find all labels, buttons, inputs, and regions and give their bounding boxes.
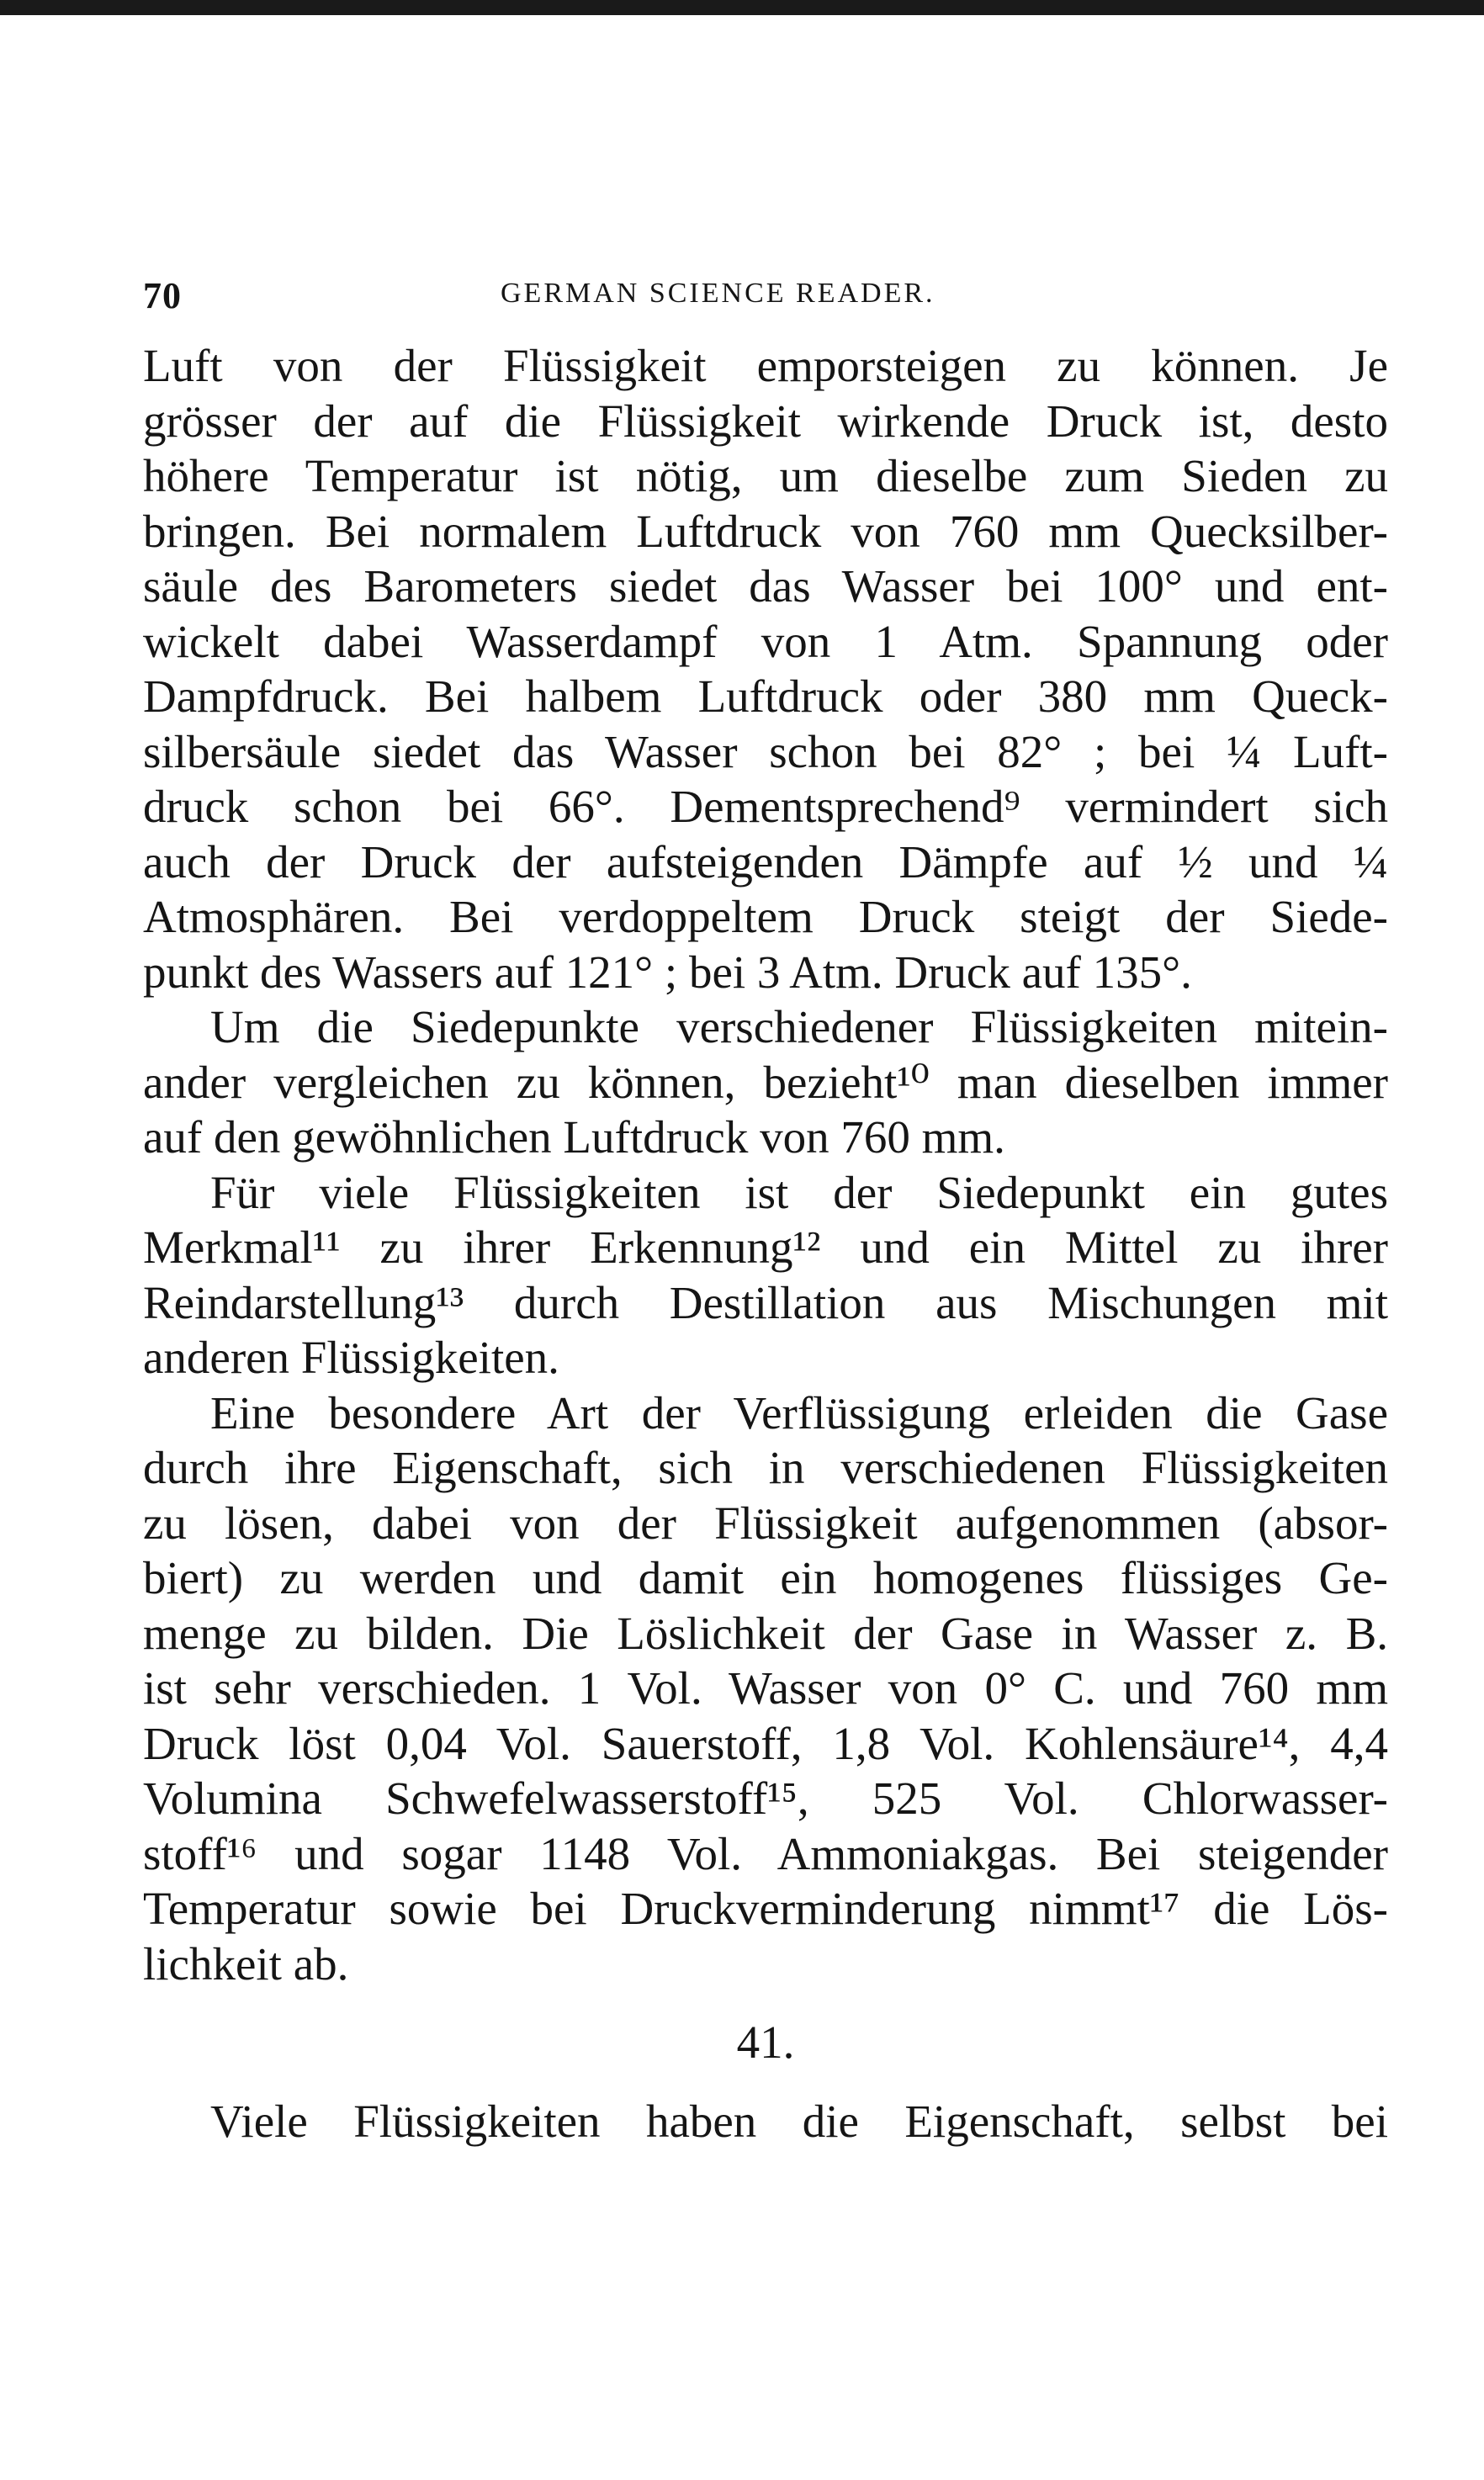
text-line: Dampfdruck. Bei halbem Luftdruck oder 380 mm Queck- [143, 670, 1388, 722]
section-number: 41. [736, 2016, 795, 2068]
text-line: Viele Flüssigkeiten haben die Eigenschaft, selbst bei [210, 2095, 1388, 2147]
text-line: silbersäule siedet das Wasser schon bei 82° ; bei ¼ Luft- [143, 725, 1388, 777]
text-line: höhere Temperatur ist nötig, um dieselbe zum Sieden zu [143, 450, 1388, 501]
section-paragraph [143, 2094, 1388, 2149]
text-line: Druck löst 0,04 Vol. Sauerstoff, 1,8 Vol. Kohlensäure¹⁴, 4,4 [143, 1717, 1388, 1769]
paragraph-1 [143, 338, 1388, 999]
text-line: Für viele Flüssigkeiten ist der Siedepunkt ein gutes [210, 1166, 1388, 1218]
text-line: Merkmal¹¹ zu ihrer Erkennung¹² und ein Mittel zu ihrer [143, 1221, 1388, 1273]
text-line: Temperatur sowie bei Druckverminderung nimmt¹⁷ die Lös- [143, 1883, 1388, 1934]
text-line: Eine besondere Art der Verflüssigung erleiden die Gase [210, 1386, 1388, 1439]
page-top-edge [0, 0, 1484, 15]
text-line: säule des Barometers siedet das Wasser bei 100° und ent- [143, 560, 1388, 612]
text-line: durch ihre Eigenschaft, sich in verschiedenen Flüssigkeiten [143, 1442, 1388, 1493]
text-line: anderen Flüssigkeiten. [143, 1332, 559, 1383]
text-line: Reindarstellung¹³ durch Destillation aus Mischungen mit [143, 1276, 1388, 1328]
text-line: ander vergleichen zu können, bezieht¹⁰ man dieselben immer [143, 1056, 1388, 1108]
text-line: lichkeit ab. [143, 1937, 349, 1990]
text-line: menge zu bilden. Die Löslichkeit der Gase in Wasser z. B. [143, 1607, 1388, 1659]
text-line: zu lösen, dabei von der Flüssigkeit aufgenommen (absor- [143, 1497, 1388, 1549]
text-line: ist sehr verschieden. 1 Vol. Wasser von 0° C. und 760 mm [143, 1662, 1388, 1714]
page-header [143, 252, 1388, 328]
text-line: Um die Siedepunkte verschiedener Flüssigkeiten mitein- [210, 1001, 1388, 1052]
text-line: auf den gewöhnlichen Luftdruck von 760 mm. [143, 1111, 1005, 1163]
text-line: biert) zu werden und damit ein homogenes flüssiges Ge- [143, 1552, 1388, 1603]
text-line: bringen. Bei normalem Luftdruck von 760 mm Quecksilber- [143, 505, 1388, 557]
paragraph-2 [143, 999, 1388, 1165]
text-line: auch der Druck der aufsteigenden Dämpfe auf ½ und ¼ [143, 835, 1388, 888]
text-line: Atmosphären. Bei verdoppeltem Druck steigt der Siede- [143, 891, 1388, 942]
body-text [143, 338, 1388, 2149]
text-line: wickelt dabei Wasserdampf von 1 Atm. Spannung oder [143, 615, 1388, 667]
text-line: grösser der auf die Flüssigkeit wirkende Druck ist, desto [143, 395, 1388, 447]
text-line: druck schon bei 66°. Dementsprechend⁹ vermindert sich [143, 781, 1388, 832]
text-line: Luft von der Flüssigkeit emporsteigen zu können. Je [143, 340, 1388, 391]
text-line: Volumina Schwefelwasserstoff¹⁵, 525 Vol. Chlorwasser- [143, 1773, 1388, 1824]
text-line: punkt des Wassers auf 121° ; bei 3 Atm. Druck auf 135°. [143, 946, 1192, 998]
text-line: stoff¹⁶ und sogar 1148 Vol. Ammoniakgas. Bei steigender [143, 1827, 1388, 1879]
book-page [143, 252, 1388, 2149]
paragraph-3 [143, 1165, 1388, 1386]
running-title: GERMAN SCIENCE READER. [501, 278, 935, 309]
paragraph-4 [143, 1386, 1388, 1992]
page-number: 70 [143, 275, 182, 316]
